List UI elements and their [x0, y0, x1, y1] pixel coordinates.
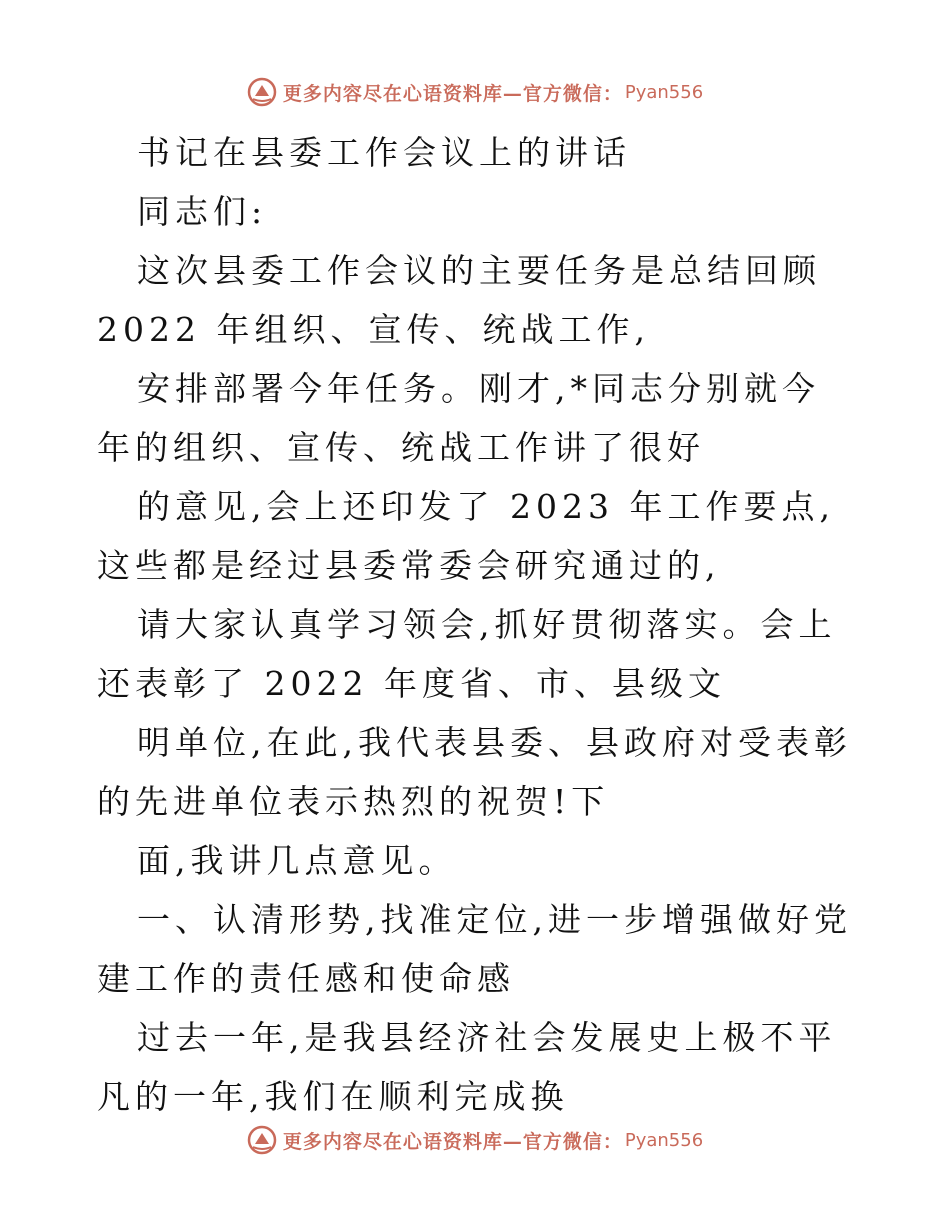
paragraph: 过去一年,是我县经济社会发展史上极不平凡的一年,我们在顺利完成换	[97, 1018, 837, 1116]
watermark-text: 更多内容尽在心语资料库—官方微信：	[282, 1130, 623, 1153]
logo-icon	[247, 77, 277, 107]
header-watermark	[0, 72, 950, 112]
paragraph: 安排部署今年任务。刚才,*同志分别就今年的组织、宣传、统战工作讲了很好	[97, 369, 820, 467]
paragraph: 的意见,会上还印发了 2023 年工作要点,这些都是经过县委常委会研究通过的,	[97, 487, 835, 585]
watermark-wechat-id: Pyan556	[624, 81, 704, 103]
document-title: 书记在县委工作会议上的讲话	[137, 133, 631, 172]
section-heading: 一、认清形势,找准定位,进一步增强做好党建工作的责任感和使命感	[97, 900, 852, 998]
paragraph: 面,我讲几点意见。	[137, 841, 457, 880]
watermark-text: 更多内容尽在心语资料库—官方微信：	[282, 82, 623, 105]
paragraph: 请大家认真学习领会,抓好贯彻落实。会上还表彰了 2022 年度省、市、县级文	[97, 605, 837, 703]
watermark-wechat-id: Pyan556	[624, 1129, 704, 1151]
salutation: 同志们:	[137, 192, 268, 231]
document-body	[97, 123, 857, 1126]
logo-icon	[247, 1125, 277, 1155]
footer-watermark	[0, 1120, 950, 1160]
paragraph: 明单位,在此,我代表县委、县政府对受表彰的先进单位表示热烈的祝贺!下	[97, 723, 852, 821]
paragraph: 这次县委工作会议的主要任务是总结回顾 2022 年组织、宣传、统战工作,	[97, 251, 821, 349]
